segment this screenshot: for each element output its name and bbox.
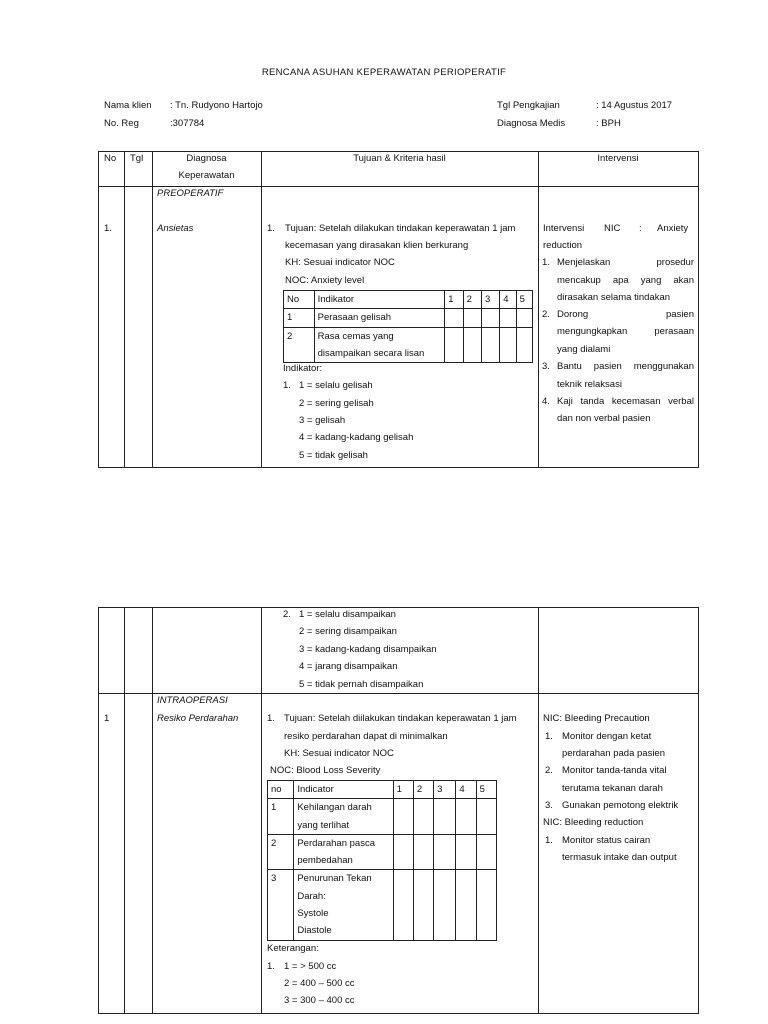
- intervention-line: teknik relaksasi: [557, 379, 622, 390]
- table-header-cell: Indikator: [314, 291, 445, 309]
- scale-item: 3 = gelisah: [299, 415, 346, 426]
- no-reg-value: :307784: [170, 118, 205, 129]
- intervention-line: Monitor dengan ketat: [562, 731, 652, 742]
- intervention-number: 3.: [545, 800, 553, 811]
- scale-item: 1 = > 500 cc: [284, 961, 337, 972]
- intervention-number: 4.: [542, 396, 550, 407]
- intervention-number: 1.: [545, 731, 553, 742]
- phase-preoperatif: PREOPERATIF: [157, 188, 224, 199]
- scale-item: 2 = sering disampaikan: [299, 626, 397, 637]
- goal-line-2: resiko perdarahan dapat di minimalkan: [284, 731, 448, 742]
- intervention-line: Monitor tanda-tanda vital: [562, 765, 667, 776]
- scale-number: 2.: [283, 609, 291, 620]
- document-title: RENCANA ASUHAN KEPERAWATAN PERIOPERATIF: [261, 67, 507, 78]
- table-header-cell: Indicator: [294, 781, 393, 799]
- header-intervensi: Intervensi: [597, 153, 639, 164]
- table-header-cell: No: [284, 291, 315, 309]
- intervention-line: Bantu pasien menggunakan: [557, 361, 694, 372]
- intervention-number: 1.: [545, 835, 553, 846]
- noc-label: NOC: Blood Loss Severity: [270, 765, 381, 776]
- intervention-number: 2.: [542, 309, 550, 320]
- table-header-row: [268, 781, 497, 799]
- table-cell: Kehilangan darah yang terlihat: [294, 799, 393, 835]
- table-header-cell: 4: [456, 781, 476, 799]
- intervention-line: dan non verbal pasien: [557, 413, 651, 424]
- scale-item: 4 = jarang disampaikan: [299, 661, 398, 672]
- noc-indicator-table: [267, 780, 497, 941]
- scale-number: 1.: [283, 380, 291, 391]
- indikator-label: Indikator:: [283, 363, 323, 374]
- intervensi-anxiety: Anxiety: [657, 223, 689, 234]
- diagnosa-medis-value: : BPH: [596, 118, 621, 129]
- intervention-number: 2.: [545, 765, 553, 776]
- row-number: 1: [104, 713, 110, 724]
- table-header-row: [284, 291, 533, 309]
- header-tgl: Tgl: [130, 153, 144, 164]
- goal-number: 1.: [267, 223, 275, 234]
- intervention-number: 1.: [542, 257, 550, 268]
- table-row: [268, 870, 497, 940]
- table-cell: Perdarahan pasca pembedahan: [294, 834, 393, 870]
- header-diagnosa: Diagnosa: [186, 153, 227, 164]
- table-cell: 2: [268, 834, 294, 870]
- table-header-cell: 3: [434, 781, 456, 799]
- intervention-line: perdarahan pada pasien: [562, 748, 666, 759]
- scale-item: 4 = kadang-kadang gelisah: [299, 432, 414, 443]
- header-no: No: [104, 153, 117, 164]
- goal-line-1: Tujuan: Setelah diilakukan tindakan keperawatan 1 jam: [284, 713, 517, 724]
- table-header-cell: no: [268, 781, 294, 799]
- scale-item: 5 = tidak pernah disampaikan: [299, 679, 424, 690]
- table-header-cell: 2: [413, 781, 433, 799]
- intervensi-reduction: reduction: [543, 240, 583, 251]
- table-cell: 1: [284, 309, 315, 327]
- tgl-pengkajian-label: Tgl Pengkajian: [497, 100, 560, 111]
- nic-bleeding-reduction: NIC: Bleeding reduction: [543, 817, 644, 828]
- scale-item: 1 = selalu gelisah: [299, 380, 373, 391]
- intervention-line: mencakup apa yang akan: [557, 275, 694, 286]
- diagnosa-medis-label: Diagnosa Medis: [497, 118, 566, 129]
- noc-label: NOC: Anxiety level: [285, 275, 365, 286]
- scale-item: 1 = selalu disampaikan: [299, 609, 396, 620]
- table-row: [268, 799, 497, 835]
- table-header-cell: 1: [445, 291, 463, 309]
- table-header-cell: 5: [476, 781, 496, 799]
- intervention-line: Dorong pasien: [557, 309, 694, 320]
- nama-klien-label: Nama klien: [104, 100, 152, 111]
- intervention-line: Gunakan pemotong elektrik: [562, 800, 679, 811]
- intervention-line: Menjelaskan prosedur: [557, 257, 694, 268]
- scale-item: 2 = sering gelisah: [299, 398, 374, 409]
- diagnosis-resiko-perdarahan: Resiko Perdarahan: [157, 713, 239, 724]
- intervention-number: 3.: [542, 361, 550, 372]
- goal-line-1: Tujuan: Setelah dilakukan tindakan keperawatan 1 jam: [285, 223, 516, 234]
- table-row: [284, 327, 533, 363]
- keterangan-label: Keterangan:: [267, 943, 319, 954]
- kriteria-hasil: KH: Sesuai indicator NOC: [284, 748, 394, 759]
- table-row: [284, 309, 533, 327]
- diagnosis-ansietas: Ansietas: [157, 223, 194, 234]
- nic-bleeding-precaution: NIC: Bleeding Precaution: [543, 713, 650, 724]
- goal-line-2: kecemasan yang dirasakan klien berkurang: [285, 240, 469, 251]
- nama-klien-value: : Tn. Rudyono Hartojo: [170, 100, 263, 111]
- intervention-line: yang dialami: [557, 344, 611, 355]
- scale-number: 1.: [267, 961, 275, 972]
- scale-item: 2 = 400 – 500 cc: [284, 978, 355, 989]
- table-cell: Perasaan gelisah: [314, 309, 445, 327]
- phase-intraoperasi: INTRAOPERASI: [157, 695, 228, 706]
- scale-item: 3 = 300 – 400 cc: [284, 995, 355, 1006]
- intervensi-word: Intervensi: [543, 223, 585, 234]
- table-header-cell: 2: [463, 291, 481, 309]
- table-cell: 3: [268, 870, 294, 940]
- goal-number: 1.: [267, 713, 275, 724]
- no-reg-label: No. Reg: [104, 118, 139, 129]
- header-keperawatan: Keperawatan: [178, 170, 235, 181]
- kriteria-hasil: KH: Sesuai indicator NOC: [285, 257, 395, 268]
- table-row: [268, 834, 497, 870]
- intervensi-nic: NIC: [604, 223, 621, 234]
- scale-item: 3 = kadang-kadang disampaikan: [299, 644, 437, 655]
- table-header-cell: 4: [500, 291, 516, 309]
- table-header-cell: 1: [393, 781, 413, 799]
- table-cell: 1: [268, 799, 294, 835]
- scale-item: 5 = tidak gelisah: [299, 450, 368, 461]
- intervention-line: Kaji tanda kecemasan verbal: [557, 396, 694, 407]
- intervention-line: termasuk intake dan output: [562, 852, 677, 863]
- table-cell: Penurunan Tekan Darah: Systole Diastole: [294, 870, 393, 940]
- table-header-cell: 3: [481, 291, 499, 309]
- table-header-cell: 5: [516, 291, 532, 309]
- intervention-line: Monitor status cairan: [562, 835, 651, 846]
- table-cell: Rasa cemas yang disampaikan secara lisan: [314, 327, 445, 363]
- tgl-pengkajian-value: : 14 Agustus 2017: [596, 100, 673, 111]
- table-cell: 2: [284, 327, 315, 363]
- intervention-line: dirasakan selama tindakan: [557, 292, 671, 303]
- noc-indicator-table: [283, 290, 533, 363]
- intervention-line: terutama tekanan darah: [562, 783, 663, 794]
- header-tujuan: Tujuan & Kriteria hasil: [353, 153, 446, 164]
- intervention-line: mengungkapkan perasaan: [557, 326, 694, 337]
- intervensi-colon: :: [639, 223, 642, 234]
- row-number: 1.: [104, 223, 112, 234]
